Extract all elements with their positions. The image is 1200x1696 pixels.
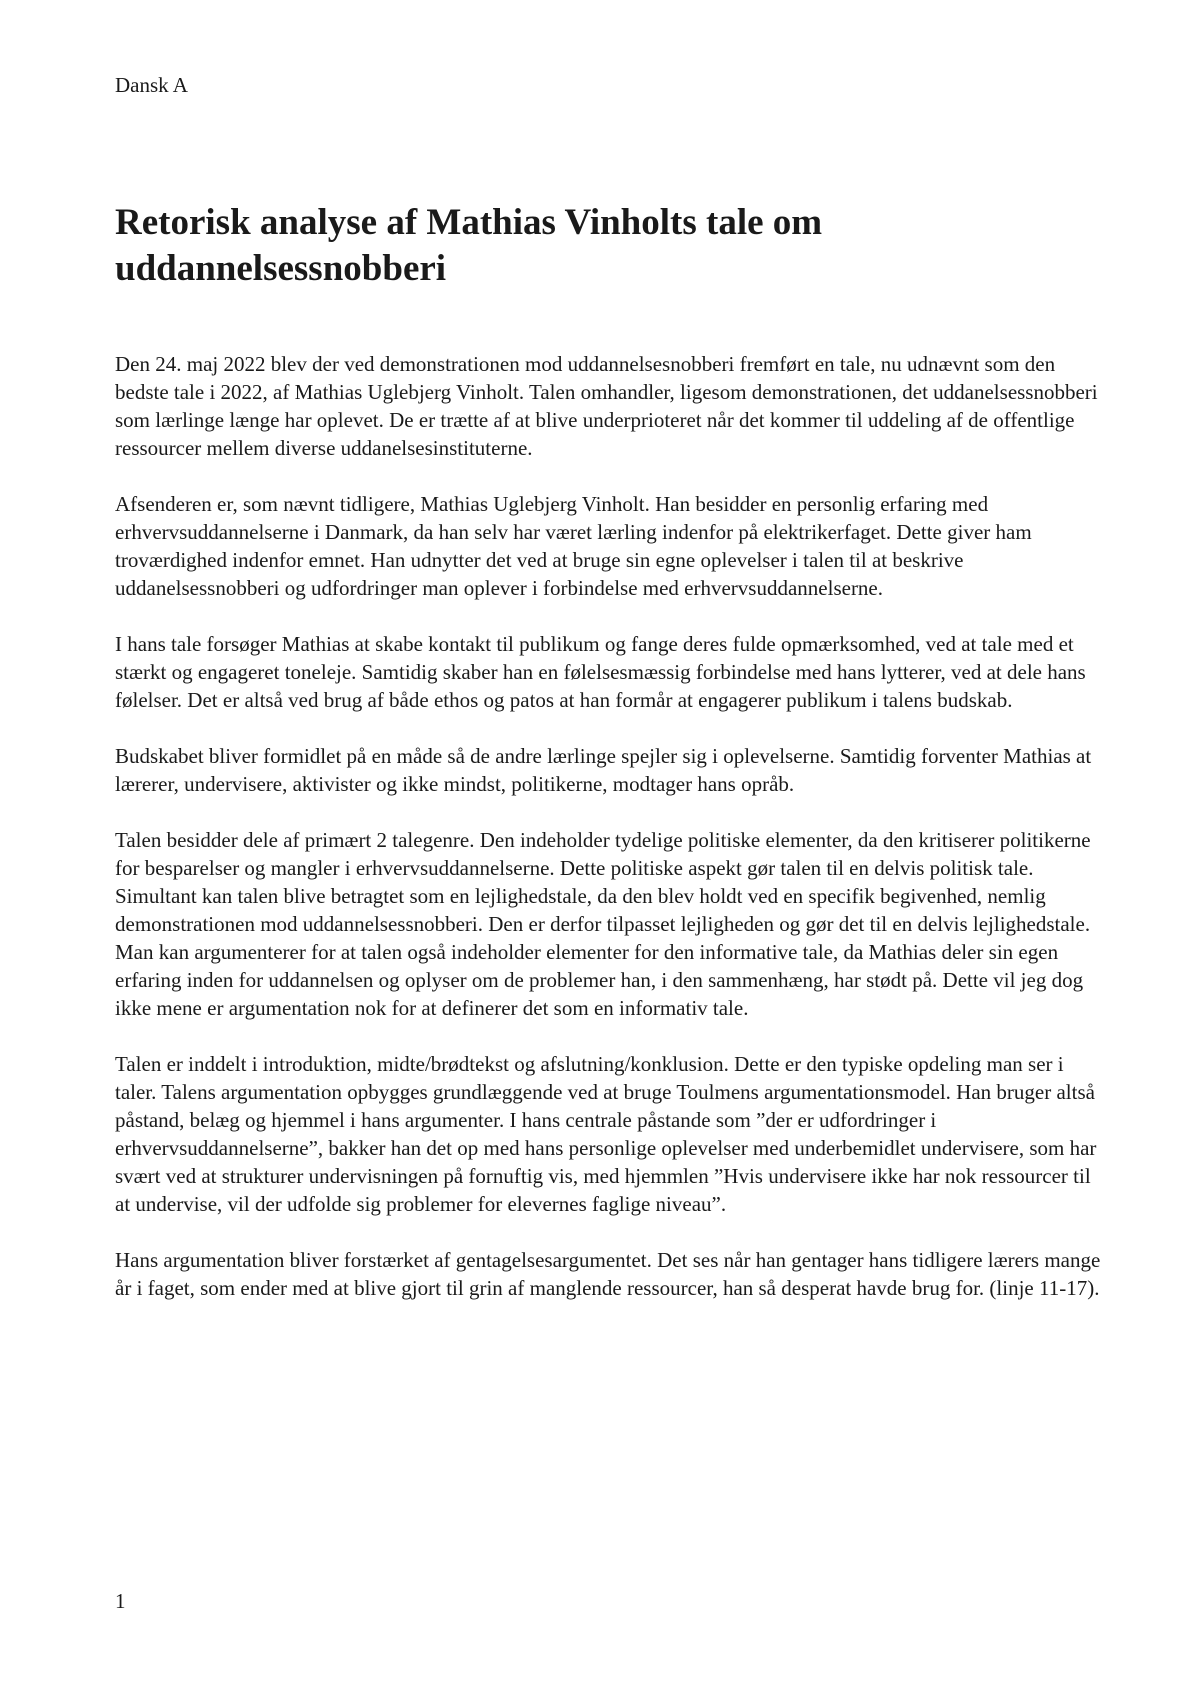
document-body	[115, 350, 1105, 1330]
paragraph: Budskabet bliver formidlet på en måde så de andre lærlinge spejler sig i oplevelserne. Samtidig forventer Mathias at lærerer, undervisere, aktivister og ikke mindst, politikerne, modtager hans opråb.	[115, 744, 1092, 796]
document-title: Retorisk analyse af Mathias Vinholts tale om uddannelsessnobberi	[115, 202, 823, 289]
paragraph: Talen er inddelt i introduktion, midte/brødtekst og afslutning/konklusion. Dette er den typiske opdeling man ser i taler. Talens argumentation opbygges grundlæggende ved at bruge Toulmens argumentationsmodel. Han bruger altså påstand, belæg og hjemmel i hans argumenter. I hans centrale påstande som ”der er udfordringer i erhvervsuddannelserne”, bakker han det op med hans personlige oplevelser med underbemidlet undervisere, som har svært ved at strukturer undervisningen på fornuftig vis, med hjemmlen ”Hvis undervisere ikke har nok ressourcer til at undervise, vil der udfolde sig problemer for elevernes faglige niveau”.	[115, 1052, 1097, 1216]
page-number: 1	[115, 1589, 126, 1613]
paragraph: Hans argumentation bliver forstærket af gentagelsesargumentet. Det ses når han gentager hans tidligere lærers mange år i faget, som ender med at blive gjort til grin af manglende ressourcer, han så desperat havde brug for. (linje 11-17).	[115, 1248, 1101, 1300]
paragraph: I hans tale forsøger Mathias at skabe kontakt til publikum og fange deres fulde opmærksomhed, ved at tale med et stærkt og engageret toneleje. Samtidig skaber han en følelsesmæssig forbindelse med hans lytterer, ved at dele hans følelser. Det er altså ved brug af både ethos og patos at han formår at engagerer publikum i talens budskab.	[115, 632, 1086, 712]
paragraph: Afsenderen er, som nævnt tidligere, Mathias Uglebjerg Vinholt. Han besidder en personlig erfaring med erhvervsuddannelserne i Danmark, da han selv har været lærling indenfor på elektrikerfaget. Dette giver ham troværdighed indenfor emnet. Han udnytter det ved at bruge sin egne oplevelser i talen til at beskrive uddanelsessnobberi og udfordringer man oplever i forbindelse med erhvervsuddannelserne.	[115, 492, 1032, 600]
paragraph: Den 24. maj 2022 blev der ved demonstrationen mod uddannelsesnobberi fremført en tale, nu udnævnt som den bedste tale i 2022, af Mathias Uglebjerg Vinholt. Talen omhandler, ligesom demonstrationen, det uddanelsessnobberi som lærlinge længe har oplevet. De er trætte af at blive underprioteret når det kommer til uddeling af de offentlige ressourcer mellem diverse uddanelsesinstituterne.	[115, 352, 1098, 460]
paragraph: Talen besidder dele af primært 2 talegenre. Den indeholder tydelige politiske elementer, da den kritiserer politikerne for besparelser og mangler i erhvervsuddannelserne. Dette politiske aspekt gør talen til en delvis politisk tale. Simultant kan talen blive betragtet som en lejlighedstale, da den blev holdt ved en specifik begivenhed, nemlig demonstrationen mod uddannelsessnobberi. Den er derfor tilpasset lejligheden og gør det til en delvis lejlighedstale. Man kan argumenterer for at talen også indeholder elementer for den informative tale, da Mathias deler sin egen erfaring inden for uddannelsen og oplyser om de problemer han, i den sammenhæng, har stødt på. Dette vil jeg dog ikke mene er argumentation nok for at definerer det som en informativ tale.	[115, 828, 1091, 1020]
document-header: Dansk A	[115, 73, 188, 97]
